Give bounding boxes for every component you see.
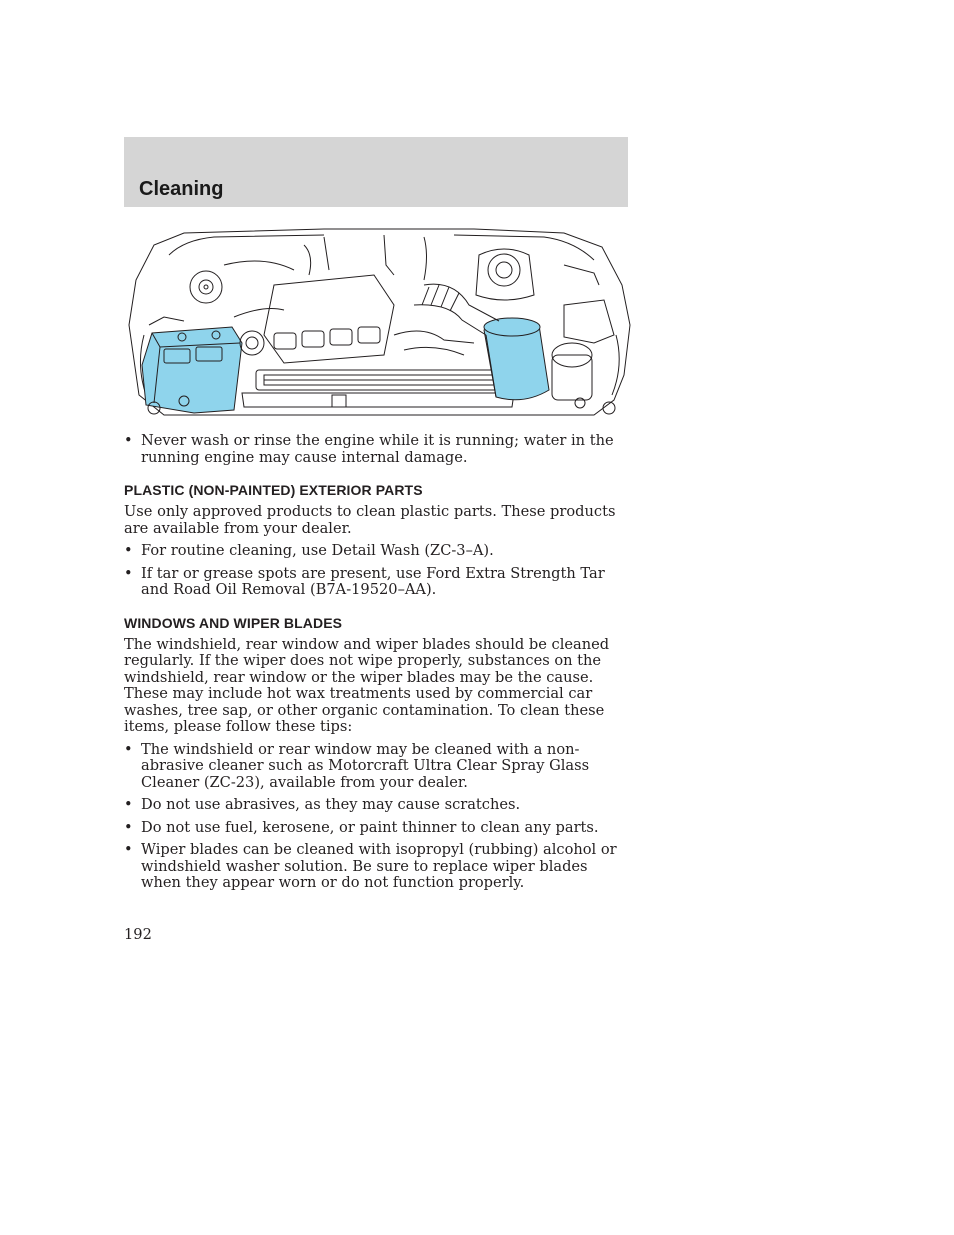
list-item: • Do not use abrasives, as they may cause scratches. <box>124 796 521 813</box>
list-item: • Wiper blades can be cleaned with isopropyl (rubbing) alcohol or windshield washer solution. Be sure to replace wiper blades when they appear worn or do not function properly. <box>124 841 617 891</box>
bullet-glyph: • <box>124 740 133 758</box>
intro-bullet-list <box>124 433 632 466</box>
bullet-glyph: • <box>124 818 133 836</box>
engine-compartment-illustration <box>124 225 632 420</box>
plastic-bullet-list <box>124 543 632 599</box>
bullet-glyph: • <box>124 542 133 559</box>
section-header-band <box>124 137 628 207</box>
section-title: Cleaning <box>139 178 224 200</box>
bullet-glyph: • <box>124 432 133 449</box>
list-item: • For routine cleaning, use Detail Wash (ZC-3–A). <box>124 542 494 559</box>
plastic-parts-paragraph: Use only approved products to clean plastic parts. These products are available from your dealer. <box>124 503 616 537</box>
page-content <box>124 433 632 898</box>
list-item: • Do not use fuel, kerosene, or paint thinner to clean any parts. <box>124 818 599 836</box>
windows-wipers-paragraph: The windshield, rear window and wiper blades should be cleaned regularly. If the wiper does not wipe properly, substances on the windshield, rear window or the wiper blades may be the cause. These may include hot wax treatments used by commercial car washes, tree sap, or other organic contamination. To clean these items, please follow these tips: <box>124 635 610 735</box>
list-item: • The windshield or rear window may be cleaned with a non-abrasive cleaner such as Motorcraft Ultra Clear Spray Glass Cleaner (ZC-23), available from your dealer. <box>124 740 590 791</box>
list-item: • Never wash or rinse the engine while it is running; water in the running engine may cause internal damage. <box>124 432 614 466</box>
bullet-glyph: • <box>124 564 133 582</box>
bullet-glyph: • <box>124 796 133 813</box>
list-item: • If tar or grease spots are present, use Ford Extra Strength Tar and Road Oil Removal (B7A-19520–AA). <box>124 564 605 598</box>
page-number: 192 <box>124 926 152 943</box>
windows-wipers-heading: WINDOWS AND WIPER BLADES <box>124 614 343 631</box>
plastic-parts-heading: PLASTIC (NON-PAINTED) EXTERIOR PARTS <box>124 482 423 498</box>
bullet-glyph: • <box>124 841 133 858</box>
windows-bullet-list <box>124 742 632 892</box>
